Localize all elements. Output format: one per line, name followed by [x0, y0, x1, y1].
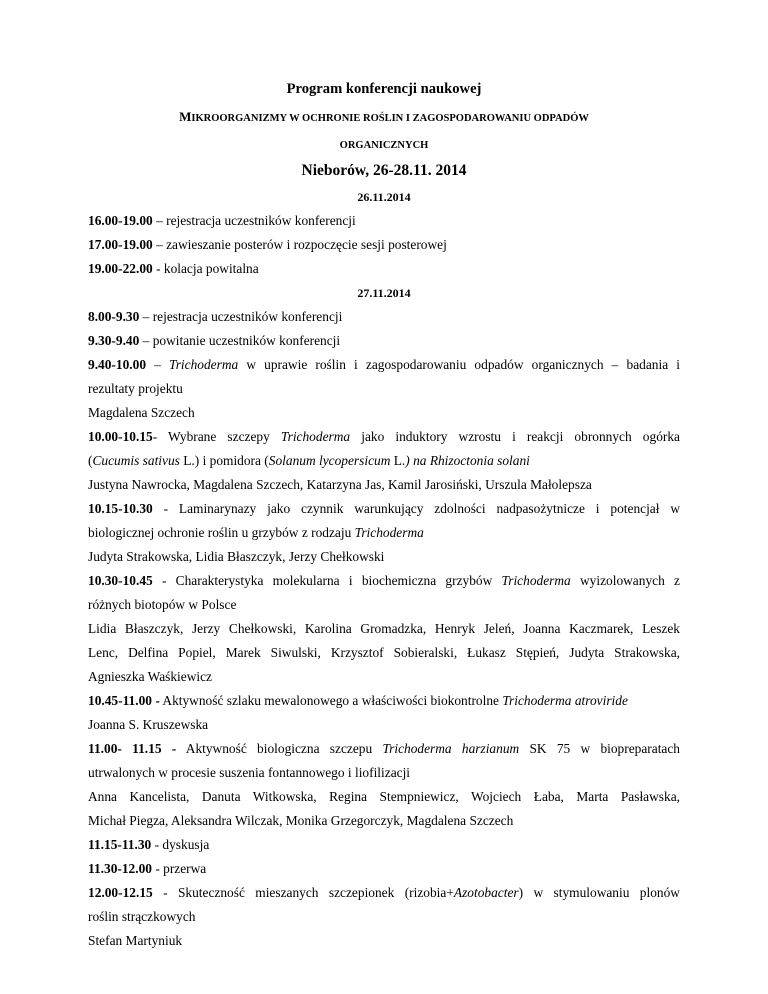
item-time: 11.00- 11.15 -	[88, 741, 177, 756]
talk-title-text: L.) i pomidora (	[179, 453, 269, 468]
species-name: Trichoderma harzianum	[382, 741, 520, 756]
item-time: 11.15-11.30	[88, 837, 152, 852]
talk-authors: Michał Piegza, Aleksandra Wilczak, Monika Grzegorczyk, Magdalena Szczech	[88, 813, 514, 828]
talk-title-text: L.	[390, 453, 406, 468]
talk-title-text: - Skuteczność mieszanych szczepionek (rizobia+	[152, 885, 454, 900]
talk-title-text: ) na	[405, 453, 430, 468]
genus-name: Trichoderma	[501, 573, 571, 588]
item-time: 19.00-22.00	[88, 261, 153, 276]
genus-name: Trichoderma	[280, 429, 351, 444]
item-time: 10.45-11.00 -	[88, 693, 160, 708]
talk-title	[88, 497, 680, 521]
talk-authors: Lenc, Delfina Popiel, Marek Siwulski, Krzysztof Sobieralski, Łukasz Stępień, Judyta Strakowska,	[88, 645, 680, 660]
genus-name: Trichoderma	[354, 525, 424, 540]
item-text: – rejestracja uczestników konferencji	[139, 309, 343, 324]
schedule-item	[88, 857, 680, 881]
item-time: 17.00-19.00	[88, 237, 153, 252]
day1-date: 26.11.2014	[357, 190, 411, 204]
item-text: - kolacja powitalna	[152, 261, 259, 276]
item-time: 10.30-10.45	[88, 573, 153, 588]
genus-name: Azotobacter	[453, 885, 519, 900]
item-time: 12.00-12.15	[88, 885, 153, 900]
conference-place-date: Nieborów, 26-28.11. 2014	[301, 162, 467, 179]
separator: –	[146, 357, 169, 372]
talk-authors: Judyta Strakowska, Lidia Błaszczyk, Jerzy Chełkowski	[88, 549, 385, 564]
item-time: 9.40-10.00	[88, 357, 147, 372]
talk-title	[88, 425, 680, 449]
item-text: – zawieszanie posterów i rozpoczęcie sesji posterowej	[152, 237, 447, 252]
talk-title-cont: rezultaty projektu	[88, 381, 183, 396]
talk-title-text: Aktywność szlaku mewalonowego a właściwości biokontrolne	[159, 693, 503, 708]
species-name: Trichoderma atroviride	[502, 693, 628, 708]
item-text: - dyskusja	[151, 837, 210, 852]
talk-title-cont: roślin strączkowych	[88, 909, 196, 924]
schedule-item	[88, 833, 680, 857]
page-title: Program konferencji naukowej	[286, 81, 482, 97]
talk-authors: Stefan Martyniuk	[88, 933, 183, 948]
species-name: Solanum lycopersicum	[268, 453, 391, 468]
talk-title-text: jako induktory wzrostu i reakcji obronnych ogórka	[350, 429, 680, 444]
talk-title-cont	[88, 449, 680, 473]
talk-title-text: - Wybrane szczepy	[152, 429, 281, 444]
conference-name-rest: IKROORGANIZMY W OCHRONIE ROŚLIN I ZAGOSPODAROWANIU ODPADÓW	[191, 113, 589, 124]
schedule-item	[88, 329, 680, 353]
item-time: 9.30-9.40	[88, 333, 140, 348]
schedule-item	[88, 233, 680, 257]
day2-date: 27.11.2014	[357, 286, 411, 300]
talk-authors: Magdalena Szczech	[88, 405, 195, 420]
paren: (	[88, 453, 93, 468]
item-time: 11.30-12.00	[88, 861, 152, 876]
talk-title	[88, 689, 680, 713]
talk-title-cont: utrwalonych w procesie suszenia fontannowego i liofilizacji	[88, 765, 411, 780]
species-name: Cucumis sativus	[92, 453, 180, 468]
item-time: 8.00-9.30	[88, 309, 140, 324]
talk-title-text: Aktywność biologiczna szczepu	[176, 741, 383, 756]
talk-authors: Anna Kancelista, Danuta Witkowska, Regina Stempniewicz, Wojciech Łaba, Marta Pasławska,	[88, 789, 680, 804]
talk-authors: Justyna Nawrocka, Magdalena Szczech, Katarzyna Jas, Kamil Jarosiński, Urszula Małolepsza	[88, 477, 592, 492]
talk-authors: Agnieszka Waśkiewicz	[88, 669, 212, 684]
conference-name-initial: M	[179, 109, 192, 124]
talk-title-cont	[88, 521, 680, 545]
talk-title-text: biologicznej ochronie roślin u grzybów z rodzaju	[88, 525, 355, 540]
talk-title-text: - Laminarynazy jako czynnik warunkujący zdolności nadpasożytnicze i potencjał w	[152, 501, 680, 516]
schedule-item	[88, 257, 680, 281]
conference-name	[88, 108, 680, 128]
talk-title-text: ) w stymulowaniu plonów	[518, 885, 680, 900]
talk-title	[88, 881, 680, 905]
talk-title	[88, 737, 680, 761]
talk-authors: Lidia Błaszczyk, Jerzy Chełkowski, Karolina Gromadzka, Henryk Jeleń, Joanna Kaczmarek, Leszek	[88, 621, 680, 636]
genus-name: Trichoderma	[169, 357, 239, 372]
item-text: – powitanie uczestników konferencji	[139, 333, 341, 348]
item-time: 10.00-10.15	[88, 429, 153, 444]
talk-authors: Joanna S. Kruszewska	[88, 717, 209, 732]
item-time: 16.00-19.00	[88, 213, 153, 228]
talk-title	[88, 569, 680, 593]
talk-title-text: w uprawie roślin i zagospodarowaniu odpadów organicznych – badania i	[238, 357, 680, 372]
item-text: - przerwa	[151, 861, 207, 876]
talk-title-cont: różnych biotopów w Polsce	[88, 597, 237, 612]
item-time: 10.15-10.30	[88, 501, 153, 516]
schedule-item	[88, 305, 680, 329]
conference-name-line2: ORGANICZNYCH	[339, 140, 429, 151]
species-name: Rhizoctonia solani	[429, 453, 530, 468]
item-text: – rejestracja uczestników konferencji	[152, 213, 356, 228]
talk-title-text: - Charakterystyka molekularna i biochemiczna grzybów	[152, 573, 502, 588]
talk-title	[88, 353, 680, 377]
talk-title-text: wyizolowanych z	[570, 573, 680, 588]
talk-title-text: SK 75 w biopreparatach	[519, 741, 680, 756]
schedule-item	[88, 209, 680, 233]
